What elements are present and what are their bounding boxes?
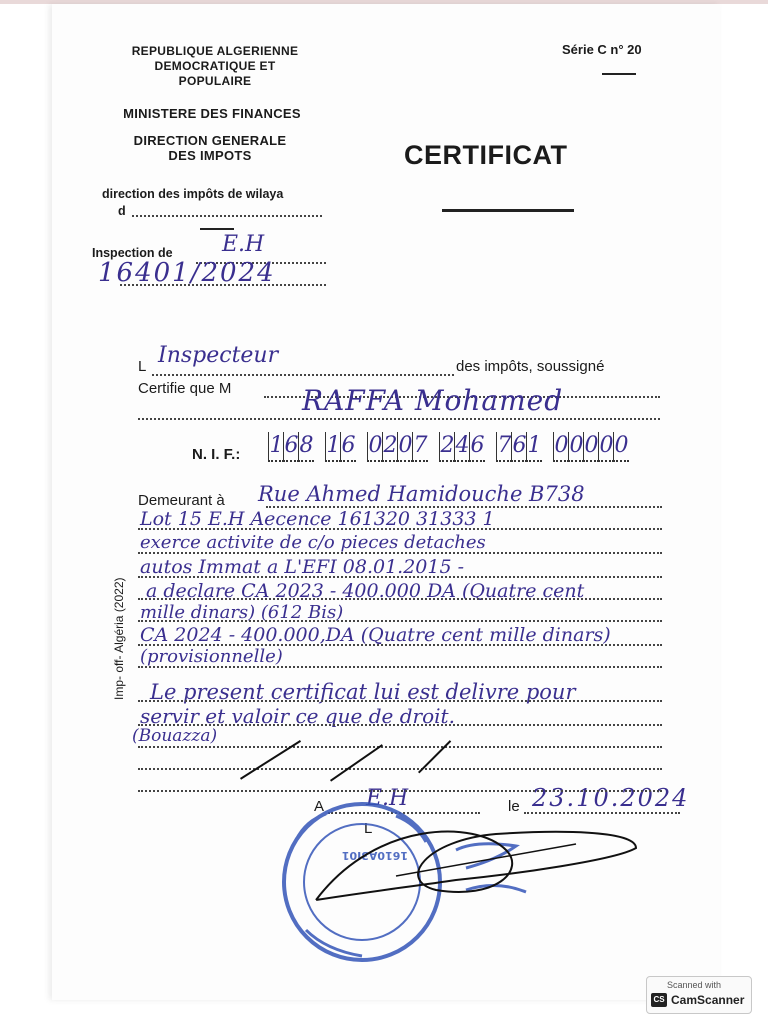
republic-header <box>115 44 315 89</box>
inspection-label: Inspection de <box>92 246 173 260</box>
document-title: CERTIFICAT <box>404 140 568 170</box>
dotted-line <box>138 620 662 622</box>
direction-header <box>110 133 310 163</box>
scanned-with-text: Scanned with <box>667 980 722 990</box>
a-place: E.H <box>366 786 409 811</box>
l-prefix: L <box>138 358 147 375</box>
inspector-title: Inspecteur <box>158 343 279 368</box>
demeurant-label: Demeurant à <box>138 492 225 509</box>
nif-digit-box: 0 <box>397 432 413 462</box>
wilaya-label: direction des impôts de wilaya <box>102 187 284 201</box>
dotted-line <box>138 724 662 726</box>
dotted-line <box>138 644 662 646</box>
nif-digit-box: 6 <box>469 432 485 462</box>
dotted-line <box>138 790 662 792</box>
nif-digit-box: 6 <box>340 432 356 462</box>
dotted-line <box>138 746 662 748</box>
dotted-line <box>138 598 662 600</box>
handwritten-line: CA 2024 - 400.000,DA (Quatre cent mille dinars) <box>140 624 611 646</box>
republic-line-2: DEMOCRATIQUE ET <box>154 59 276 73</box>
nif-digit-box: 8 <box>298 432 314 462</box>
nif-digit-box: 0 <box>598 432 614 462</box>
handwritten-line: servir et valoir ce que de droit. <box>140 704 455 728</box>
inspection-date-line <box>120 284 326 286</box>
wilaya-rule <box>200 228 234 230</box>
serie-number: Série C n° 20 <box>562 42 642 57</box>
nif-digit-box: 7 <box>496 432 512 462</box>
nif-digit-box: 4 <box>454 432 470 462</box>
nif-digit-box: 0 <box>583 432 599 462</box>
dotted-line <box>138 528 662 530</box>
direction-line-1: DIRECTION GENERALE <box>133 133 287 148</box>
nif-label: N. I. F.: <box>192 446 241 463</box>
republic-line-3: POPULAIRE <box>178 74 252 88</box>
handwritten-line: Lot 15 E.H Aecence 161320 31333 1 <box>140 508 495 530</box>
nif-digit-box: 1 <box>526 432 542 462</box>
official-stamp <box>276 780 696 970</box>
camscanner-logo: CS <box>651 993 667 1007</box>
dotted-line <box>138 700 662 702</box>
handwritten-line: Le present certificat lui est delivre pour <box>150 680 576 704</box>
nif-digit-box: 2 <box>439 432 455 462</box>
camscanner-badge <box>646 976 752 1014</box>
title-rule <box>442 209 574 212</box>
camscanner-text: CamScanner <box>671 993 745 1007</box>
le-date: 23.10.2024 <box>532 784 690 812</box>
handwritten-line: (provisionnelle) <box>140 646 283 667</box>
wilaya-dotted-line <box>132 215 322 217</box>
serie-rule <box>602 73 636 75</box>
nif-digit-box: 1 <box>325 432 341 462</box>
nif-digit-box: 0 <box>367 432 383 462</box>
certifie-label: Certifie que M <box>138 380 232 397</box>
nif-digit-box: 6 <box>511 432 527 462</box>
wilaya-d: d <box>118 204 126 218</box>
handwritten-line: (Bouazza) <box>132 726 218 746</box>
dotted-line <box>138 768 662 770</box>
l-suffix: des impôts, soussigné <box>456 358 605 375</box>
nif-digit-box: 7 <box>412 432 428 462</box>
dotted-line <box>138 552 662 554</box>
a-label: A <box>314 798 325 815</box>
nif-digit-box: 0 <box>613 432 629 462</box>
inspection-value: E.H <box>222 232 265 257</box>
nif-digit-box: 6 <box>283 432 299 462</box>
nif-digit-box: 0 <box>568 432 584 462</box>
handwritten-line: autos Immat a L'EFI 08.01.2015 - <box>140 556 465 578</box>
l-signature-label: L <box>364 820 373 837</box>
stamp-inner-ring <box>304 824 420 940</box>
nif-boxes <box>268 432 663 466</box>
direction-line-2: DES IMPOTS <box>168 148 252 163</box>
inspection-date: 16401/2024 <box>98 258 276 288</box>
republic-line-1: REPUBLIQUE ALGERIENNE <box>131 44 299 58</box>
handwritten-line: exerce activite de c/o pieces detaches <box>140 532 486 553</box>
ministry-name: MINISTERE DES FINANCES <box>123 106 301 121</box>
le-label: le <box>508 798 520 815</box>
dotted-line <box>138 576 662 578</box>
handwritten-line: mille dinars) (612 Bis) <box>140 602 344 623</box>
print-reference: Imp- off- Algéria (2022) <box>112 577 126 700</box>
dotted-line <box>266 506 662 508</box>
stamp-digits: 1610A3I01 <box>341 849 408 862</box>
nif-digit-box: 0 <box>553 432 569 462</box>
certifie-name: RAFFA Mohamed <box>302 384 564 417</box>
nif-digit-box: 1 <box>268 432 284 462</box>
inspector-dotted-line <box>152 374 454 376</box>
dotted-line <box>138 666 662 668</box>
handwritten-line: Rue Ahmed Hamidouche B738 <box>258 482 585 506</box>
nif-digit-box: 2 <box>382 432 398 462</box>
name-dotted-line <box>138 418 660 420</box>
handwritten-line: a declare CA 2023 - 400.000 DA (Quatre cent <box>146 580 585 602</box>
